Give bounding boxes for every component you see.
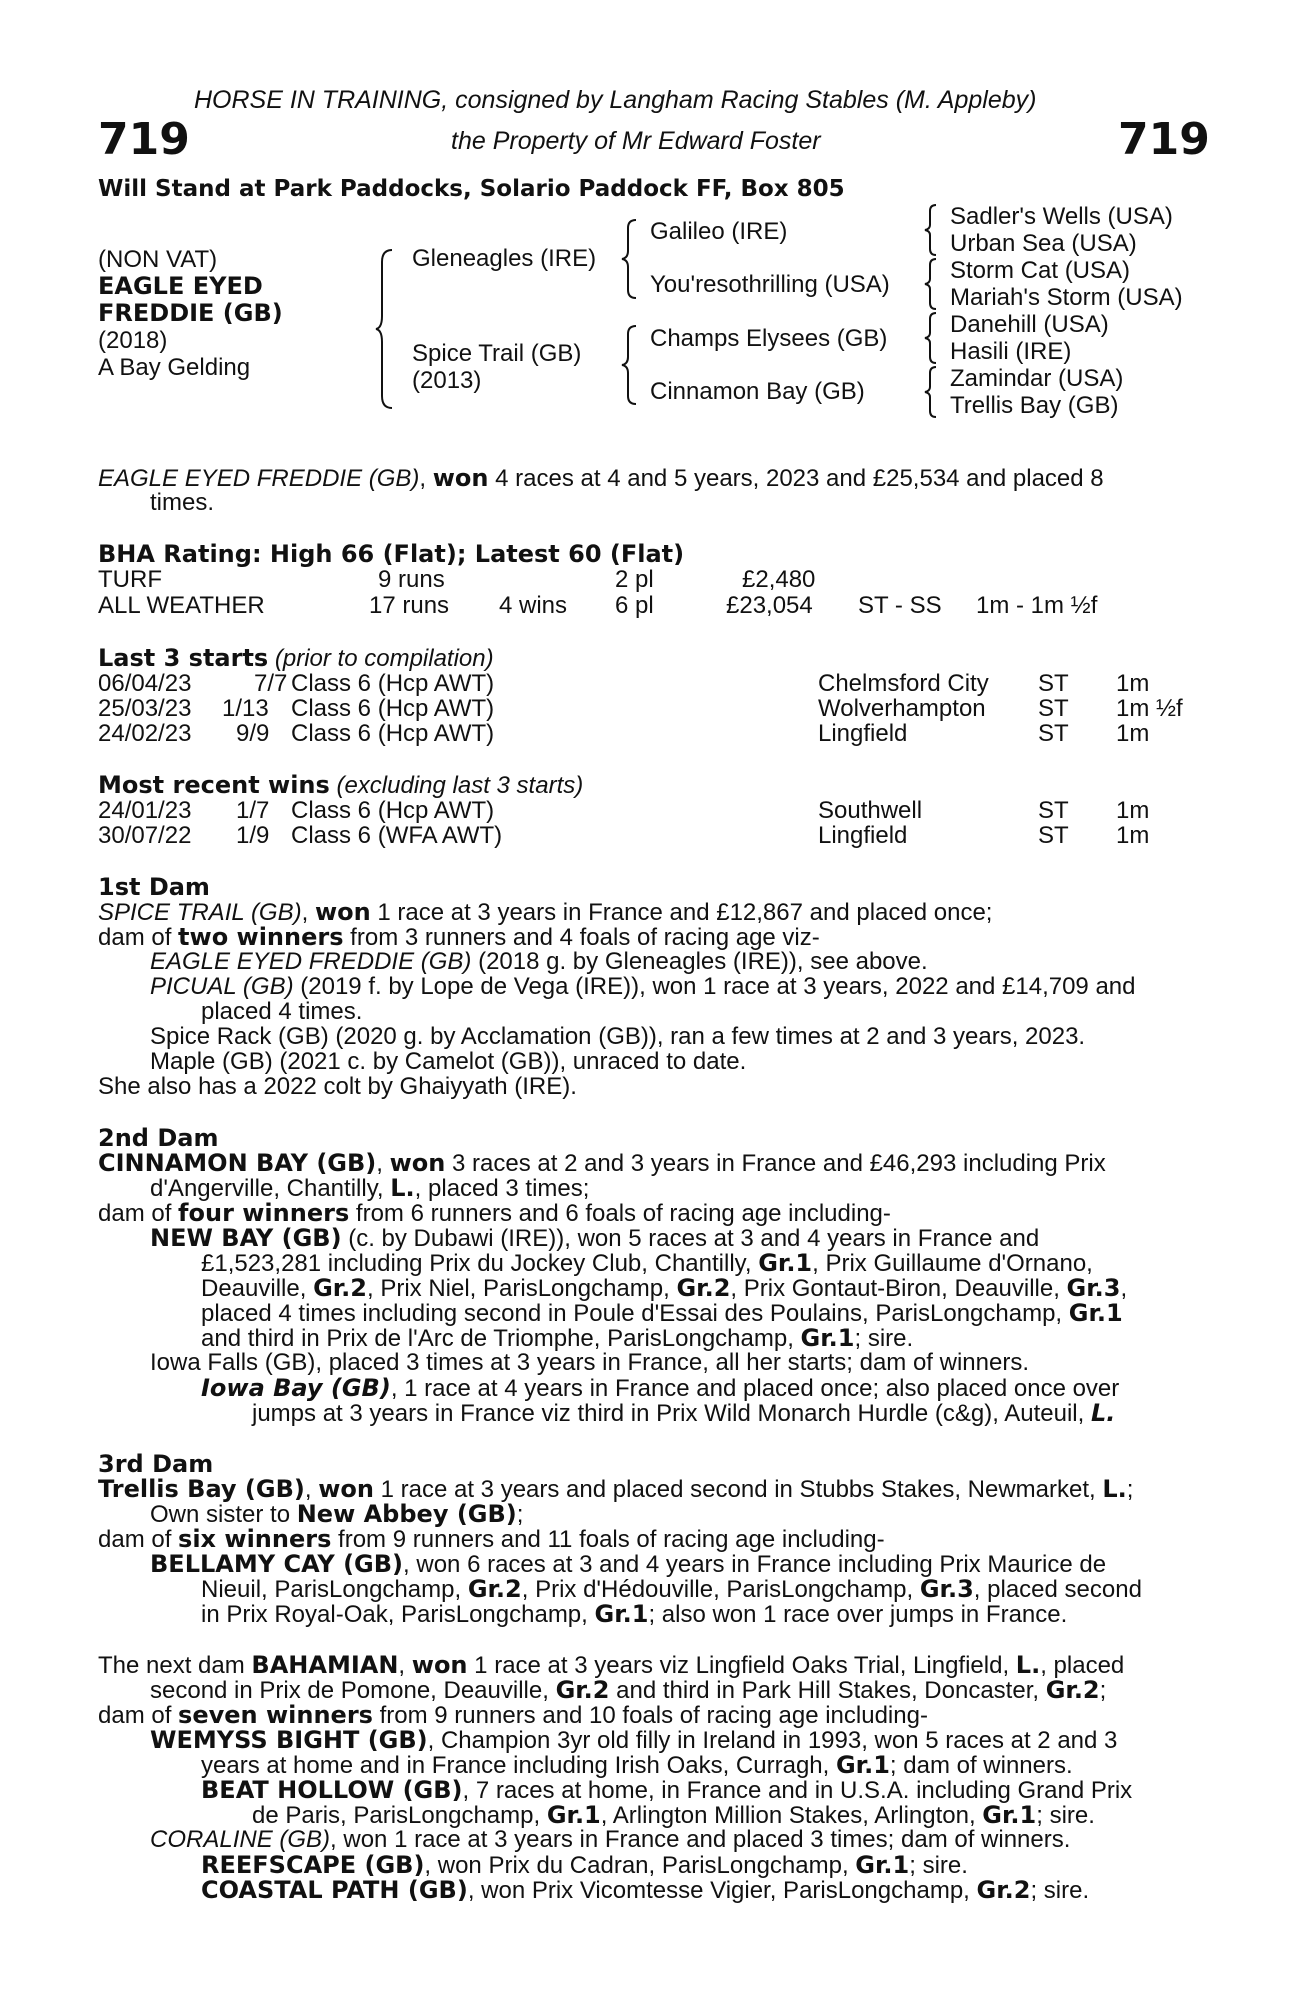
pedigree-brace-main (374, 248, 394, 410)
dam2-line2: d'Angerville, Chantilly, L., placed 3 times; (150, 1174, 590, 1202)
dam2-line3: dam of four winners from 6 runners and 6 foals of racing age including- (98, 1199, 891, 1227)
last3-note: (prior to compilation) (268, 645, 494, 672)
dam3-line2: Own sister to New Abbey (GB); (150, 1500, 524, 1528)
dam3-line6: in Prix Royal-Oak, ParisLongchamp, Gr.1; also won 1 race over jumps in France. (201, 1600, 1068, 1628)
row-distance: 1m ½f (1116, 695, 1183, 722)
recent-title: Most recent wins (98, 771, 330, 799)
consignment-line: HORSE IN TRAINING, consigned by Langham Racing Stables (M. Appleby) (194, 86, 1037, 114)
row-distance: 1m (1116, 720, 1150, 747)
nextdam-line6: BEAT HOLLOW (GB), 7 races at home, in France and in U.S.A. including Grand Prix (201, 1776, 1133, 1804)
row-going: ST (1038, 822, 1069, 849)
row-distance: 1m (1116, 822, 1150, 849)
turf-prize: £2,480 (742, 566, 816, 593)
race-summary-line2: times. (150, 489, 215, 516)
dam2-line5: £1,523,281 including Prix du Jockey Club, Chantilly, Gr.1, Prix Guillaume d'Ornano, (201, 1249, 1093, 1277)
row-position: 9/9 (236, 720, 270, 747)
property-line: the Property of Mr Edward Foster (451, 127, 821, 155)
pedigree-dss: Danehill (USA) (950, 311, 1109, 338)
dam3-line5: Nieuil, ParisLongchamp, Gr.2, Prix d'Hédouville, ParisLongchamp, Gr.3, placed second (201, 1575, 1142, 1603)
pedigree-brace-g2 (924, 257, 938, 311)
row-date: 25/03/23 (98, 695, 192, 722)
row-race: Class 6 (Hcp AWT) (291, 695, 495, 722)
row-date: 30/07/22 (98, 822, 192, 849)
pedigree-dsd: Hasili (IRE) (950, 338, 1072, 365)
dam3-line1: Trellis Bay (GB), won 1 race at 3 years and placed second in Stubbs Stakes, Newmarket, L.; (98, 1475, 1134, 1503)
stand-line: Will Stand at Park Paddocks, Solario Paddock FF, Box 805 (98, 176, 845, 202)
nextdam-line4: WEMYSS BIGHT (GB), Champion 3yr old filly in Ireland in 1993, won 5 races at 2 and 3 (150, 1726, 1118, 1754)
dam1-line5: Spice Rack (GB) (2020 g. by Acclamation (GB)), ran a few times at 2 and 3 years, 2023. (150, 1023, 1086, 1050)
dam3-line4: BELLAMY CAY (GB), won 6 races at 3 and 4 years in France including Prix Maurice de (150, 1550, 1107, 1578)
aw-label: ALL WEATHER (98, 592, 265, 619)
dam2-line6: Deauville, Gr.2, Prix Niel, ParisLongchamp, Gr.2, Prix Gontaut-Biron, Deauville, Gr.3, (201, 1274, 1128, 1302)
row-date: 24/02/23 (98, 720, 192, 747)
pedigree-brace-dam (620, 324, 638, 406)
pedigree-ssd: Urban Sea (USA) (950, 230, 1137, 257)
row-course: Southwell (818, 797, 923, 824)
dam3-line3: dam of six winners from 9 runners and 11 foals of racing age including- (98, 1525, 885, 1553)
aw-placed: 6 pl (615, 592, 654, 619)
horse-name-line2: FREDDIE (GB) (98, 299, 283, 327)
turf-label: TURF (98, 566, 162, 593)
nextdam-line9: REEFSCAPE (GB), won Prix du Cadran, ParisLongchamp, Gr.1; sire. (201, 1851, 968, 1879)
row-course: Lingfield (818, 822, 908, 849)
row-race: Class 6 (Hcp AWT) (291, 720, 495, 747)
horse-name-line1: EAGLE EYED (98, 272, 263, 300)
row-going: ST (1038, 670, 1069, 697)
row-race: Class 6 (Hcp AWT) (291, 670, 495, 697)
pedigree-brace-g4 (924, 365, 938, 419)
pedigree-dam-sire: Champs Elysees (GB) (650, 325, 888, 352)
row-going: ST (1038, 695, 1069, 722)
row-date: 24/01/23 (98, 797, 192, 824)
row-race: Class 6 (WFA AWT) (291, 822, 503, 849)
pedigree-brace-sire (620, 218, 638, 300)
dam1-line6: Maple (GB) (2021 c. by Camelot (GB)), unraced to date. (150, 1048, 747, 1075)
row-date: 06/04/23 (98, 670, 192, 697)
dam1-line3: EAGLE EYED FREDDIE (GB) (2018 g. by Gleneagles (IRE)), see above. (150, 948, 928, 975)
dam2-heading: 2nd Dam (98, 1124, 219, 1152)
lot-number-left: 719 (98, 114, 190, 165)
pedigree-ddd: Trellis Bay (GB) (950, 392, 1119, 419)
race-summary: EAGLE EYED FREDDIE (GB), won 4 races at 4 and 5 years, 2023 and £25,534 and placed 8 (98, 464, 1104, 492)
dam3-heading: 3rd Dam (98, 1450, 214, 1478)
row-position: 7/7 (254, 670, 288, 697)
pedigree-dam: Spice Trail (GB) (412, 340, 582, 367)
aw-wins: 4 wins (499, 592, 568, 619)
aw-runs: 17 runs (369, 592, 450, 619)
row-position: 1/13 (222, 695, 269, 722)
bha-rating: BHA Rating: High 66 (Flat); Latest 60 (Flat) (98, 540, 685, 568)
nextdam-line2: second in Prix de Pomone, Deauville, Gr.2 and third in Park Hill Stakes, Doncaster, Gr.2; (150, 1676, 1107, 1704)
dam1-line2: dam of two winners from 3 runners and 4 foals of racing age viz- (98, 923, 820, 951)
aw-distance: 1m - 1m ½f (976, 592, 1098, 619)
row-position: 1/7 (236, 797, 270, 824)
dam2-line11: jumps at 3 years in France viz third in Prix Wild Monarch Hurdle (c&g), Auteuil, L. (252, 1399, 1116, 1427)
summary-rest: 4 races at 4 and 5 years, 2023 and £25,534 and placed 8 (488, 465, 1104, 492)
nextdam-line5: years at home and in France including Irish Oaks, Curragh, Gr.1; dam of winners. (201, 1751, 1073, 1779)
nextdam-line1: The next dam BAHAMIAN, won 1 race at 3 years viz Lingfield Oaks Trial, Lingfield, L., placed (98, 1651, 1125, 1679)
row-distance: 1m (1116, 670, 1150, 697)
pedigree-sire: Gleneagles (IRE) (412, 245, 597, 272)
last3-title: Last 3 starts (98, 644, 269, 672)
pedigree-sire-sire: Galileo (IRE) (650, 218, 788, 245)
dam2-line8: and third in Prix de l'Arc de Triomphe, ParisLongchamp, Gr.1; sire. (201, 1324, 914, 1352)
pedigree-sds: Storm Cat (USA) (950, 257, 1131, 284)
dam1-line4b: placed 4 times. (201, 998, 363, 1025)
pedigree-dam-dam: Cinnamon Bay (GB) (650, 378, 865, 405)
recent-note: (excluding last 3 starts) (329, 772, 584, 799)
nextdam-line8: CORALINE (GB), won 1 race at 3 years in France and placed 3 times; dam of winners. (150, 1826, 1071, 1853)
vat-status: (NON VAT) (98, 246, 218, 273)
row-course: Wolverhampton (818, 695, 986, 722)
recent-heading (98, 773, 583, 798)
dam2-line9: Iowa Falls (GB), placed 3 times at 3 years in France, all her starts; dam of winners. (150, 1349, 1029, 1376)
pedigree-dds: Zamindar (USA) (950, 365, 1124, 392)
pedigree-brace-g3 (924, 311, 938, 365)
dam2-line7: placed 4 times including second in Poule d'Essai des Poulains, ParisLongchamp, Gr.1 (201, 1299, 1123, 1327)
turf-placed: 2 pl (615, 566, 654, 593)
dam1-heading: 1st Dam (98, 873, 210, 901)
dam2-line1: CINNAMON BAY (GB), won 3 races at 2 and 3 years in France and £46,293 including Prix (98, 1149, 1106, 1177)
horse-year: (2018) (98, 327, 168, 354)
aw-prize: £23,054 (726, 592, 813, 619)
nextdam-line10: COASTAL PATH (GB), won Prix Vicomtesse Vigier, ParisLongchamp, Gr.2; sire. (201, 1876, 1090, 1904)
row-race: Class 6 (Hcp AWT) (291, 797, 495, 824)
turf-runs: 9 runs (378, 566, 445, 593)
row-distance: 1m (1116, 797, 1150, 824)
pedigree-dam-year: (2013) (412, 367, 482, 394)
horse-description: A Bay Gelding (98, 354, 251, 381)
dam2-line10: Iowa Bay (GB), 1 race at 4 years in France and placed once; also placed once over (201, 1374, 1120, 1402)
summary-horse-name: EAGLE EYED FREDDIE (GB) (98, 465, 420, 492)
pedigree-brace-g1 (924, 203, 938, 257)
nextdam-line7: de Paris, ParisLongchamp, Gr.1, Arlington Million Stakes, Arlington, Gr.1; sire. (252, 1801, 1095, 1829)
aw-going: ST - SS (858, 592, 942, 619)
row-going: ST (1038, 720, 1069, 747)
pedigree-sire-dam: You'resothrilling (USA) (650, 271, 890, 298)
last3-heading (98, 646, 494, 671)
pedigree-sdd: Mariah's Storm (USA) (950, 284, 1183, 311)
row-going: ST (1038, 797, 1069, 824)
row-course: Chelmsford City (818, 670, 989, 697)
row-course: Lingfield (818, 720, 908, 747)
lot-number-right: 719 (1118, 114, 1210, 165)
dam2-line4: NEW BAY (GB) (c. by Dubawi (IRE)), won 5 races at 3 and 4 years in France and (150, 1224, 1040, 1252)
dam1-line7: She also has a 2022 colt by Ghaiyyath (IRE). (98, 1073, 577, 1100)
pedigree-sss: Sadler's Wells (USA) (950, 203, 1173, 230)
nextdam-line3: dam of seven winners from 9 runners and 10 foals of racing age including- (98, 1701, 928, 1729)
dam1-line4: PICUAL (GB) (2019 f. by Lope de Vega (IRE)), won 1 race at 3 years, 2022 and £14,709 and (150, 973, 1136, 1000)
dam1-line1: SPICE TRAIL (GB), won 1 race at 3 years in France and £12,867 and placed once; (98, 898, 993, 926)
row-position: 1/9 (236, 822, 270, 849)
summary-won: won (432, 464, 489, 492)
